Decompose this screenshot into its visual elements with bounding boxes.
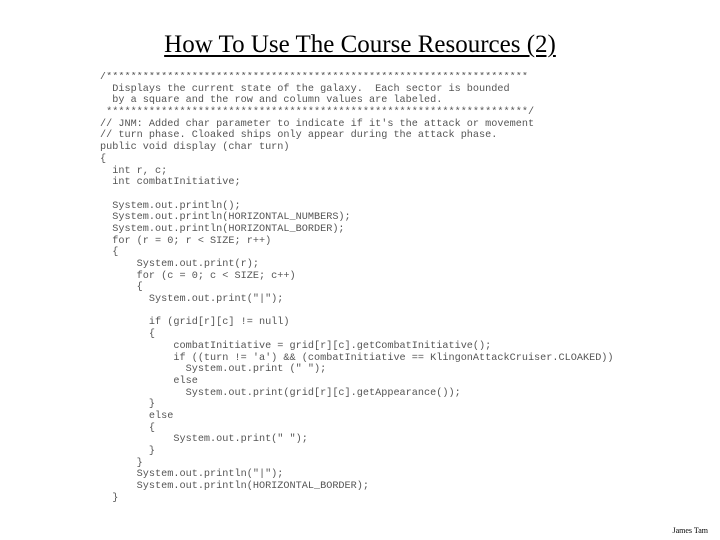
code-line: } xyxy=(100,446,156,457)
code-line: else xyxy=(100,375,198,387)
code-line: // JNM: Added char parameter to indicate if it's the attack or movement xyxy=(100,118,535,130)
code-line: { xyxy=(100,247,119,259)
code-line: int combatInitiative; xyxy=(100,177,241,189)
code-line xyxy=(100,189,640,201)
code-line: { xyxy=(100,153,107,165)
code-line: int r, c; xyxy=(100,165,168,177)
code-line: combatInitiative = grid[r][c].getCombatInitiative(); xyxy=(100,340,492,352)
code-line: { xyxy=(100,329,156,341)
code-line: System.out.println(); xyxy=(100,200,241,212)
code-line: { xyxy=(100,422,156,434)
code-listing xyxy=(100,72,640,504)
code-line: *********************************************************************/ xyxy=(100,107,535,119)
code-line: System.out.print(r); xyxy=(100,259,259,270)
code-line: System.out.print (" "); xyxy=(100,364,327,376)
code-line: if ((turn != 'a') && (combatInitiative == KlingonAttackCruiser.CLOAKED)) xyxy=(100,352,614,364)
code-line: System.out.println(HORIZONTAL_NUMBERS); xyxy=(100,212,351,224)
code-line: System.out.print("|"); xyxy=(100,294,284,306)
code-line: System.out.print(grid[r][c].getAppearance()); xyxy=(100,387,461,399)
slide-title-text: How To Use The Course Resources (2) xyxy=(164,31,556,58)
code-line: System.out.println(HORIZONTAL_BORDER); xyxy=(100,223,345,235)
code-line: /********************************************************************* xyxy=(100,72,528,83)
code-line: } xyxy=(100,457,143,469)
code-line: for (c = 0; c < SIZE; c++) xyxy=(100,270,296,282)
code-line: if (grid[r][c] != null) xyxy=(100,317,290,329)
code-screenshot xyxy=(100,72,640,516)
code-line: System.out.println(HORIZONTAL_BORDER); xyxy=(100,481,369,493)
code-line: for (r = 0; r < SIZE; r++) xyxy=(100,235,272,247)
code-line: public void display (char turn) xyxy=(100,142,290,154)
code-line: } xyxy=(100,492,119,504)
code-line xyxy=(100,306,640,318)
code-line: Displays the current state of the galaxy. Each sector is bounded xyxy=(100,83,510,95)
author-footer: James Tam xyxy=(672,526,708,535)
code-line: { xyxy=(100,282,143,294)
code-line: // turn phase. Cloaked ships only appear during the attack phase. xyxy=(100,130,498,142)
code-line: else xyxy=(100,410,174,422)
code-line: System.out.println("|"); xyxy=(100,469,284,481)
code-line: by a square and the row and column values are labeled. xyxy=(100,95,443,107)
code-line: System.out.print(" "); xyxy=(100,434,308,446)
code-line: } xyxy=(100,399,156,411)
slide-title xyxy=(0,30,720,60)
